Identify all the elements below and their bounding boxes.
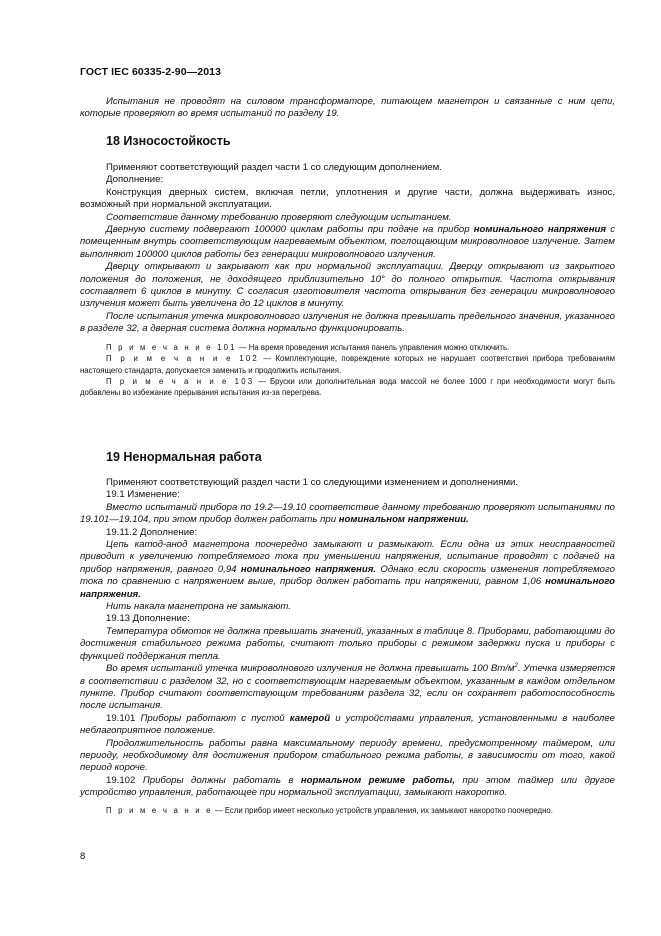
paragraph: Применяют соответствующий раздел части 1 со следующим дополнением. <box>106 162 442 173</box>
paragraph: Конструкция дверных систем, включая петли, уплотнения и другие части, должна выдерживать износ, возможный при нормальной эксплуатации. <box>80 186 615 211</box>
paragraph: Соответствие данному требованию проверяют следующим испытанием. <box>106 211 452 223</box>
note-102: П р и м е ч а н и е 102 — Комплектующие, повреждение которых не нарушает соответствия прибора требованиям настоящего стандарта, допускается заменить и продолжить испытания. <box>80 354 615 375</box>
page-number: 8 <box>80 851 86 862</box>
note-103: П р и м е ч а н и е 103 — Бруски или дополнительная вода массой не более 1000 г при необходимости могут быть добавлены во избежание прерывания испытания из-за перегрева. <box>80 376 615 398</box>
document-header: ГОСТ IEC 60335-2-90—2013 <box>80 66 222 78</box>
paragraph: 19.102 Приборы должны работать в нормальном режиме работы, при этом таймер или другое устройство управления, работающее при нормальной эксплуатации, замыкают накоротко. <box>80 774 616 799</box>
paragraph: Нить накала магнетрона не замыкают. <box>106 601 291 613</box>
paragraph: Дополнение: <box>106 174 164 186</box>
note-101: П р и м е ч а н и е 101 — На время проведения испытания панель управления можно отключить. <box>106 342 510 352</box>
paragraph: Температура обмоток не должна превышать значений, указанных в таблице 8. Приборами, работающими до достижения стабильного режима работы, считают только приборы с режимом задержки пуска и приборы с функцией поддержания тепла. <box>80 625 615 662</box>
section-18-heading: 18 Износостойкость <box>106 134 231 148</box>
section-19-body <box>80 477 615 816</box>
paragraph: 19.13 Дополнение: <box>106 613 190 625</box>
paragraph: Дверцу открывают и закрывают как при нормальной эксплуатации. Дверцу открывают из закрытого положения до положения, не доходящего приблизительно 10° до полного открытия. Частота открывания составляет 6 циклов в минуту. С согласия изготовителя частота открывания без генерации микроволнового излучения может быть увеличена до 12 циклов в минуту. <box>80 261 615 310</box>
intro-paragraph: Испытания не проводят на силовом трансформаторе, питающем магнетрон и связанные с ним цепи, которые проверяют во время испытаний по разделу 19. <box>80 96 615 120</box>
paragraph: Дверную систему подвергают 100000 циклам работы при подаче на прибор номинального напряжения с помещенным внутрь соответствующим нагреваемым объектом, поглощающим микроволновое излучение. Затем выполняют 100000 циклов работы без генерации микроволнового излучения. <box>80 224 615 260</box>
section-19-heading: 19 Ненормальная работа <box>106 450 262 464</box>
paragraph: Цепь катод-анод магнетрона поочередно замыкают и размыкают. Если одна из этих неисправностей приводит к увеличению потребляемого тока при уменьшении напряжения, испытание проводят с подачей на прибор напряжения, равного 0,94 номинального напряжения. Однако если скорость изменения потребляемого тока по сравнению с напряжением выше, прибор должен работать при напряжении, равном 1,06 номинального напряжения. <box>80 539 615 600</box>
paragraph: Во время испытаний утечка микроволнового излучения не должна превышать 100 $Вт/м^2$. Утечка измеряется в соответствии с разделом 32, но с соответствующим нагреваемым объектом, указанным в каждом отдельном пункте. Прибор считают соответствующим требованиям раздела 32, если он сохраняет работоспособность после испытания. <box>80 662 616 712</box>
paragraph: Применяют соответствующий раздел части 1 со следующими изменением и дополнениями. <box>106 477 519 488</box>
note-19-102: П р и м е ч а н и е — Если прибор имеет несколько устройств управления, их замыкают накоротко поочередно. <box>106 805 553 815</box>
paragraph: После испытания утечка микроволнового излучения не должна превышать предельного значения, указанного в разделе 32, а дверная система должна нормально функционировать. <box>80 310 615 335</box>
paragraph: 19.1 Изменение: <box>106 489 180 501</box>
paragraph: Вместо испытаний прибора по 19.2—19.10 соответствие данному требованию проверяют испытаниями по 19.101—19.104, при этом прибор должен работать при номинальном напряжении. <box>80 501 615 526</box>
paragraph: Продолжительность работы равна максимальному периоду времени, предусмотренному таймером, или периоду, необходимому для достижения прибором стабильного режима работы, в зависимости от того, какой период короче. <box>80 737 615 774</box>
paragraph: 19.11.2 Дополнение: <box>106 526 198 538</box>
section-18-body <box>80 162 615 399</box>
paragraph: 19.101 Приборы работают с пустой камерой и устройствами управления, установленными в наиболее неблагоприятное положение. <box>80 712 615 737</box>
